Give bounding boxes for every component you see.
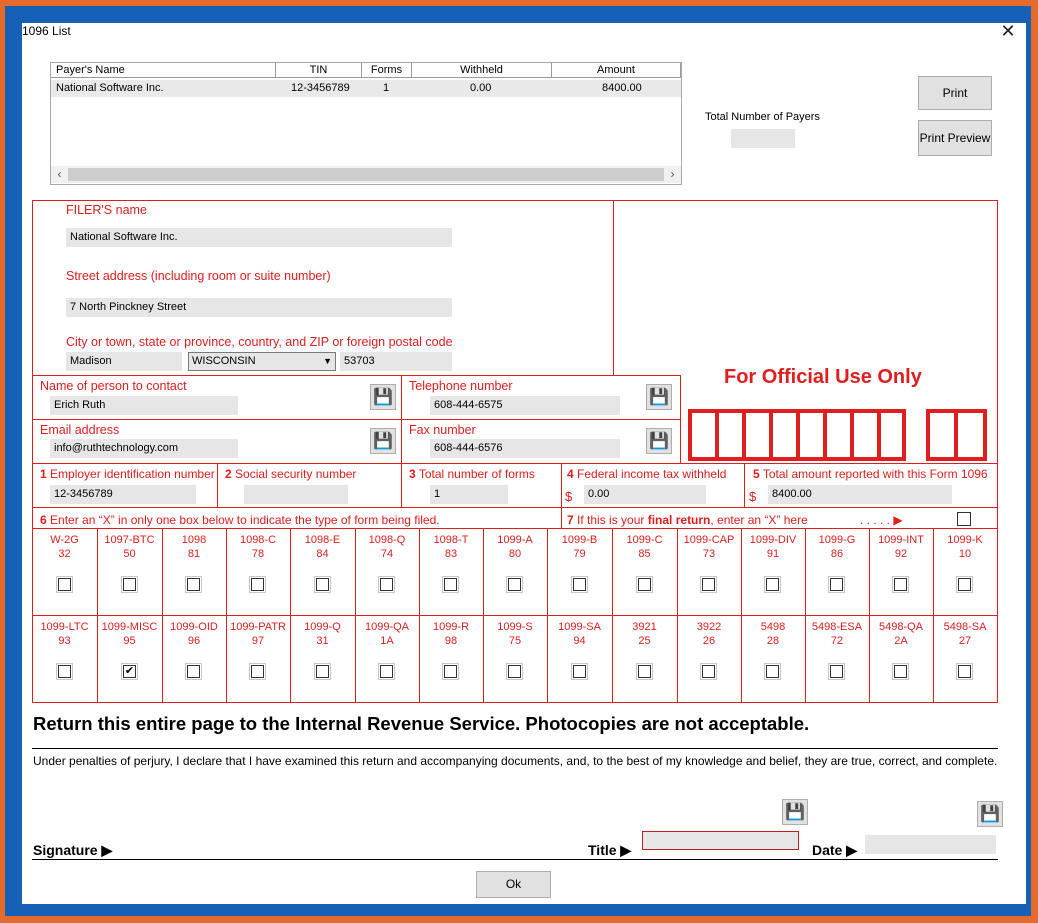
ssn-field[interactable] — [244, 485, 348, 504]
state-select-value: WISCONSIN — [192, 355, 256, 367]
divider — [32, 748, 998, 749]
form-type-checkbox[interactable] — [638, 578, 651, 591]
form-type-1099-q — [290, 620, 355, 648]
divider — [561, 463, 562, 528]
form-type-name: 3922 — [696, 621, 722, 633]
horizontal-scrollbar[interactable] — [51, 166, 681, 183]
divider — [32, 859, 998, 860]
form-type-name: 5498-QA — [878, 621, 924, 633]
signature-label: Signature ▶ — [33, 842, 113, 858]
box5-label-text: Total amount reported with this Form 1096 — [762, 467, 988, 481]
official-use-divider — [796, 409, 800, 461]
column-header-amount[interactable]: Amount — [552, 63, 681, 78]
box7-leader: . . . . . ▶ — [860, 513, 903, 527]
box1-label — [40, 467, 215, 481]
box4-label — [567, 467, 726, 481]
form-type-code: 32 — [58, 548, 71, 560]
form-type-code: 84 — [316, 548, 329, 560]
form-type-1098-t — [419, 533, 483, 561]
form-type-checkbox[interactable] — [894, 665, 907, 678]
official-use-divider — [715, 409, 719, 461]
form-type-1099-sa — [547, 620, 612, 648]
form-type-name: 1099-DIV — [749, 534, 797, 546]
form-type-code: 83 — [444, 548, 458, 560]
form-type-name: 1099-SA — [558, 621, 601, 633]
form-type-name: 1098-T — [433, 534, 469, 546]
official-use-divider — [742, 409, 746, 461]
form-type-code: 78 — [251, 548, 265, 560]
fax-field[interactable]: 608-444-6576 — [430, 439, 620, 458]
form-type-checkbox[interactable] — [894, 578, 907, 591]
divider — [32, 702, 998, 703]
form-type-5498-esa — [805, 620, 869, 648]
form-type-1099-r — [419, 620, 483, 648]
title-label: Title ▶ — [588, 842, 632, 858]
divider — [32, 528, 998, 529]
column-header-tin[interactable]: TIN — [276, 63, 362, 78]
payers-list[interactable] — [50, 62, 682, 185]
form-type-checkbox[interactable] — [58, 578, 71, 591]
return-instruction: Return this entire page to the Internal Revenue Service. Photocopies are not acceptable. — [33, 713, 810, 734]
box7-label — [567, 513, 808, 527]
divider — [613, 200, 614, 375]
form-type-name: 1099-K — [947, 534, 983, 546]
form-type-1099-g — [805, 533, 869, 561]
box2-label-text: Social security number — [235, 467, 357, 481]
form-type-name: 1099-CAP — [683, 534, 735, 546]
form-type-code: 10 — [958, 548, 972, 560]
divider — [32, 615, 998, 616]
contact-name-field[interactable]: Erich Ruth — [50, 396, 238, 415]
form-type-checkbox[interactable] — [766, 578, 779, 591]
form-type-checkbox[interactable] — [573, 578, 586, 591]
telephone-label: Telephone number — [409, 379, 513, 393]
form-type-name: 1099-G — [818, 534, 856, 546]
telephone-field[interactable]: 608-444-6575 — [430, 396, 620, 415]
box3-label — [409, 467, 535, 481]
save-title-button[interactable] — [782, 799, 808, 825]
window-frame — [5, 6, 1031, 916]
form-type-checkbox[interactable] — [58, 665, 71, 678]
form-type-checkbox[interactable] — [958, 578, 971, 591]
form-type-1098 — [162, 533, 226, 561]
state-select[interactable] — [188, 352, 336, 371]
total-forms-field[interactable]: 1 — [430, 485, 508, 504]
save-icon: 💾 — [373, 433, 393, 450]
form-type-1099-int — [869, 533, 933, 561]
form-type-checkbox[interactable] — [702, 578, 715, 591]
form-type-code: 96 — [187, 635, 201, 647]
official-use-divider — [877, 409, 881, 461]
form-type-name: 5498-SA — [943, 621, 987, 633]
column-header-payer-name[interactable]: Payer's Name — [51, 63, 276, 78]
form-type-1097-btc — [97, 533, 162, 561]
date-label: Date ▶ — [812, 842, 858, 858]
box4-number: 4 — [567, 467, 574, 481]
total-payers-label: Total Number of Payers — [705, 111, 820, 123]
save-fax-button[interactable] — [646, 428, 672, 454]
form-type-checkbox[interactable] — [123, 578, 136, 591]
email-field[interactable]: info@ruthtechnology.com — [50, 439, 238, 458]
divider — [32, 463, 998, 464]
form-type-name: 1098-E — [304, 534, 341, 546]
form-type-name: 1099-INT — [878, 534, 924, 546]
form-type-code: 92 — [894, 548, 908, 560]
cell-amount: 8400.00 — [602, 82, 642, 94]
contact-name-label: Name of person to contact — [40, 379, 187, 393]
box6-label — [40, 513, 440, 527]
form-type-checkbox[interactable] — [830, 665, 843, 678]
city-field[interactable]: Madison — [66, 352, 182, 371]
box2-label — [225, 467, 356, 481]
form-type-code: 95 — [123, 635, 136, 647]
form-type-code: 97 — [251, 635, 265, 647]
form-type-code: 2A — [894, 635, 908, 647]
box6-label-text: Enter an “X” in only one box below to indicate the type of form being filed. — [50, 513, 440, 527]
form-type-name: 1099-R — [432, 621, 470, 633]
divider — [401, 375, 402, 507]
dialog-body — [22, 23, 1026, 904]
scroll-left-icon[interactable]: ‹ — [57, 167, 62, 181]
cell-withheld: 0.00 — [470, 82, 492, 94]
form-type-name: 1099-MISC — [101, 621, 158, 633]
perjury-statement: Under penalties of perjury, I declare that I have examined this return and accompanying documents, and, to the best of my knowledge and belief, they are true, correct, and complete. — [33, 754, 998, 768]
form-type-code: 73 — [702, 548, 716, 560]
filer-name-field[interactable]: National Software Inc. — [66, 228, 452, 247]
form-type-code: 81 — [187, 548, 201, 560]
form-type-checkbox[interactable] — [638, 665, 651, 678]
filer-name-label: FILER'S name — [66, 203, 147, 217]
form-type-checkbox[interactable] — [444, 578, 457, 591]
form-type-code: 86 — [830, 548, 844, 560]
form-type-code: 28 — [766, 635, 780, 647]
form-type-code: 74 — [380, 548, 394, 560]
form-type-name: 5498-ESA — [811, 621, 863, 633]
form-type-code: 91 — [766, 548, 780, 560]
form-type-name: 1098-C — [239, 534, 277, 546]
form-type-1099-k — [933, 533, 997, 561]
form-type-1099-ltc — [32, 620, 97, 648]
form-type-code: 1A — [380, 635, 394, 647]
divider — [32, 200, 998, 201]
form-type-name: 1099-OID — [170, 621, 218, 633]
form-type-name: 1099-C — [626, 534, 663, 546]
form-type-checkbox[interactable] — [508, 578, 521, 591]
total-payers-field — [731, 129, 795, 148]
dollar-sign: $ — [749, 489, 757, 504]
scroll-right-icon[interactable]: › — [670, 167, 675, 181]
date-field[interactable] — [865, 835, 996, 854]
save-email-button[interactable] — [370, 428, 396, 454]
save-contact-button[interactable] — [370, 384, 396, 410]
form-type-code: 25 — [638, 635, 651, 647]
dollar-sign: $ — [565, 489, 573, 504]
form-type-name: 1098-Q — [368, 534, 406, 546]
scrollbar-thumb[interactable] — [68, 168, 664, 181]
form-type-name: 3921 — [632, 621, 657, 633]
form-type-checkbox[interactable] — [830, 578, 843, 591]
form-type-code: 79 — [573, 548, 586, 560]
form-type-1099-cap — [677, 533, 741, 561]
official-use-divider — [954, 409, 958, 461]
form-type-code: 85 — [638, 548, 651, 560]
form-type-checkbox[interactable] — [316, 578, 329, 591]
form-type-name: W-2G — [50, 534, 79, 546]
form-type-1099-misc — [97, 620, 162, 648]
form-type-1099-a — [483, 533, 547, 561]
form-type-1099-qa — [355, 620, 419, 648]
form-type-5498 — [741, 620, 805, 648]
divider — [217, 463, 218, 507]
official-use-divider — [823, 409, 827, 461]
divider — [744, 463, 745, 507]
form-type-w-2g — [32, 533, 97, 561]
box3-label-text: Total number of forms — [418, 467, 535, 481]
box7-number: 7 — [567, 513, 574, 527]
street-address-label: Street address (including room or suite number) — [66, 269, 331, 283]
box7-bold: final return — [647, 513, 711, 527]
form-type-checkbox[interactable] — [251, 665, 264, 678]
form-type-5498-qa — [869, 620, 933, 648]
close-icon[interactable]: ✕ — [1000, 21, 1016, 41]
total-amount-field[interactable]: 8400.00 — [768, 485, 952, 504]
cell-tin: 12-3456789 — [291, 82, 350, 94]
save-icon: 💾 — [785, 804, 805, 821]
print-preview-button[interactable]: Print Preview — [918, 120, 992, 156]
form-type-code: 80 — [508, 548, 522, 560]
print-button[interactable]: Print — [918, 76, 992, 110]
divider — [32, 419, 680, 420]
form-type-code: 94 — [573, 635, 586, 647]
form-type-name: 1099-LTC — [40, 621, 89, 633]
form-type-1098-e — [290, 533, 355, 561]
form-type-1099-s — [483, 620, 547, 648]
box5-number: 5 — [753, 467, 760, 481]
divider — [680, 375, 681, 463]
form-type-checkbox[interactable] — [380, 665, 393, 678]
form-type-name: 1099-S — [497, 621, 533, 633]
save-icon: 💾 — [373, 389, 393, 406]
form-type-1099-oid — [162, 620, 226, 648]
save-icon: 💾 — [980, 806, 1000, 823]
form-type-name: 1099-QA — [364, 621, 410, 633]
form-type-code: 50 — [123, 548, 136, 560]
form-type-name: 1099-Q — [304, 621, 341, 633]
cell-forms: 1 — [383, 82, 390, 94]
form-type-checkbox[interactable] — [766, 665, 779, 678]
form-type-1098-q — [355, 533, 419, 561]
form-type-1098-c — [226, 533, 290, 561]
official-use-label: For Official Use Only — [724, 366, 922, 388]
form-type-5498-sa — [933, 620, 997, 648]
box1-number: 1 — [40, 467, 47, 481]
official-use-divider — [850, 409, 854, 461]
form-type-code: 98 — [444, 635, 458, 647]
form-type-code: 72 — [830, 635, 844, 647]
save-telephone-button[interactable] — [646, 384, 672, 410]
save-date-button[interactable] — [977, 801, 1003, 827]
form-type-code: 31 — [316, 635, 329, 647]
form-type-3921 — [612, 620, 677, 648]
email-label: Email address — [40, 423, 120, 437]
window-title: 1096 List — [22, 24, 71, 38]
cell-payer-name: National Software Inc. — [56, 82, 164, 94]
divider — [997, 200, 998, 703]
form-type-checkbox[interactable] — [573, 665, 586, 678]
form-type-code: 27 — [958, 635, 972, 647]
final-return-checkbox[interactable] — [957, 512, 971, 526]
box4-label-text: Federal income tax withheld — [577, 467, 727, 481]
ein-field[interactable]: 12-3456789 — [50, 485, 196, 504]
form-type-code: 26 — [702, 635, 716, 647]
form-type-checkbox[interactable] — [187, 665, 200, 678]
form-type-name: 1099-PATR — [230, 621, 286, 633]
box7-post: , enter an “X” here — [710, 513, 808, 527]
form-type-name: 1099-B — [561, 534, 598, 546]
form-type-checkbox[interactable] — [444, 665, 457, 678]
official-use-divider — [769, 409, 773, 461]
box3-number: 3 — [409, 467, 416, 481]
form-type-name: 1098 — [181, 534, 207, 546]
form-type-name: 1099-A — [497, 534, 533, 546]
form-type-checkbox[interactable] — [508, 665, 521, 678]
zip-field[interactable]: 53703 — [340, 352, 452, 371]
form-type-name: 1097-BTC — [104, 534, 155, 546]
form-type-name: 5498 — [760, 621, 786, 633]
box2-number: 2 — [225, 467, 232, 481]
form-type-checkbox[interactable] — [316, 665, 329, 678]
box5-label — [753, 467, 988, 481]
form-type-checkbox[interactable] — [187, 578, 200, 591]
form-type-1099-div — [741, 533, 805, 561]
form-type-code: 93 — [58, 635, 71, 647]
form-type-1099-patr — [226, 620, 290, 648]
box1-label-text: Employer identification number — [50, 467, 215, 481]
city-label: City or town, state or province, country, and ZIP or foreign postal code — [66, 335, 453, 349]
fax-label: Fax number — [409, 423, 476, 437]
ok-button[interactable]: Ok — [476, 871, 551, 898]
save-icon: 💾 — [649, 433, 669, 450]
form-type-code: 75 — [508, 635, 522, 647]
save-icon: 💾 — [649, 389, 669, 406]
federal-tax-withheld-field[interactable]: 0.00 — [584, 485, 706, 504]
form-type-checkbox[interactable] — [958, 665, 971, 678]
form-type-1099-b — [547, 533, 612, 561]
column-header-forms[interactable]: Forms — [362, 63, 412, 78]
form-type-checkbox[interactable] — [380, 578, 393, 591]
divider — [32, 507, 998, 508]
divider — [32, 375, 680, 376]
form-type-3922 — [677, 620, 741, 648]
street-address-field[interactable]: 7 North Pinckney Street — [66, 298, 452, 317]
column-header-withheld[interactable]: Withheld — [412, 63, 552, 78]
box6-number: 6 — [40, 513, 47, 527]
chevron-down-icon: ▼ — [323, 356, 332, 366]
table-row[interactable] — [51, 80, 681, 97]
box7-pre: If this is your — [577, 513, 648, 527]
form-type-checkbox[interactable]: ✔ — [124, 665, 135, 677]
title-field[interactable] — [642, 831, 799, 850]
form-type-checkbox[interactable] — [251, 578, 264, 591]
form-type-checkbox[interactable] — [702, 665, 715, 678]
form-type-1099-c — [612, 533, 677, 561]
